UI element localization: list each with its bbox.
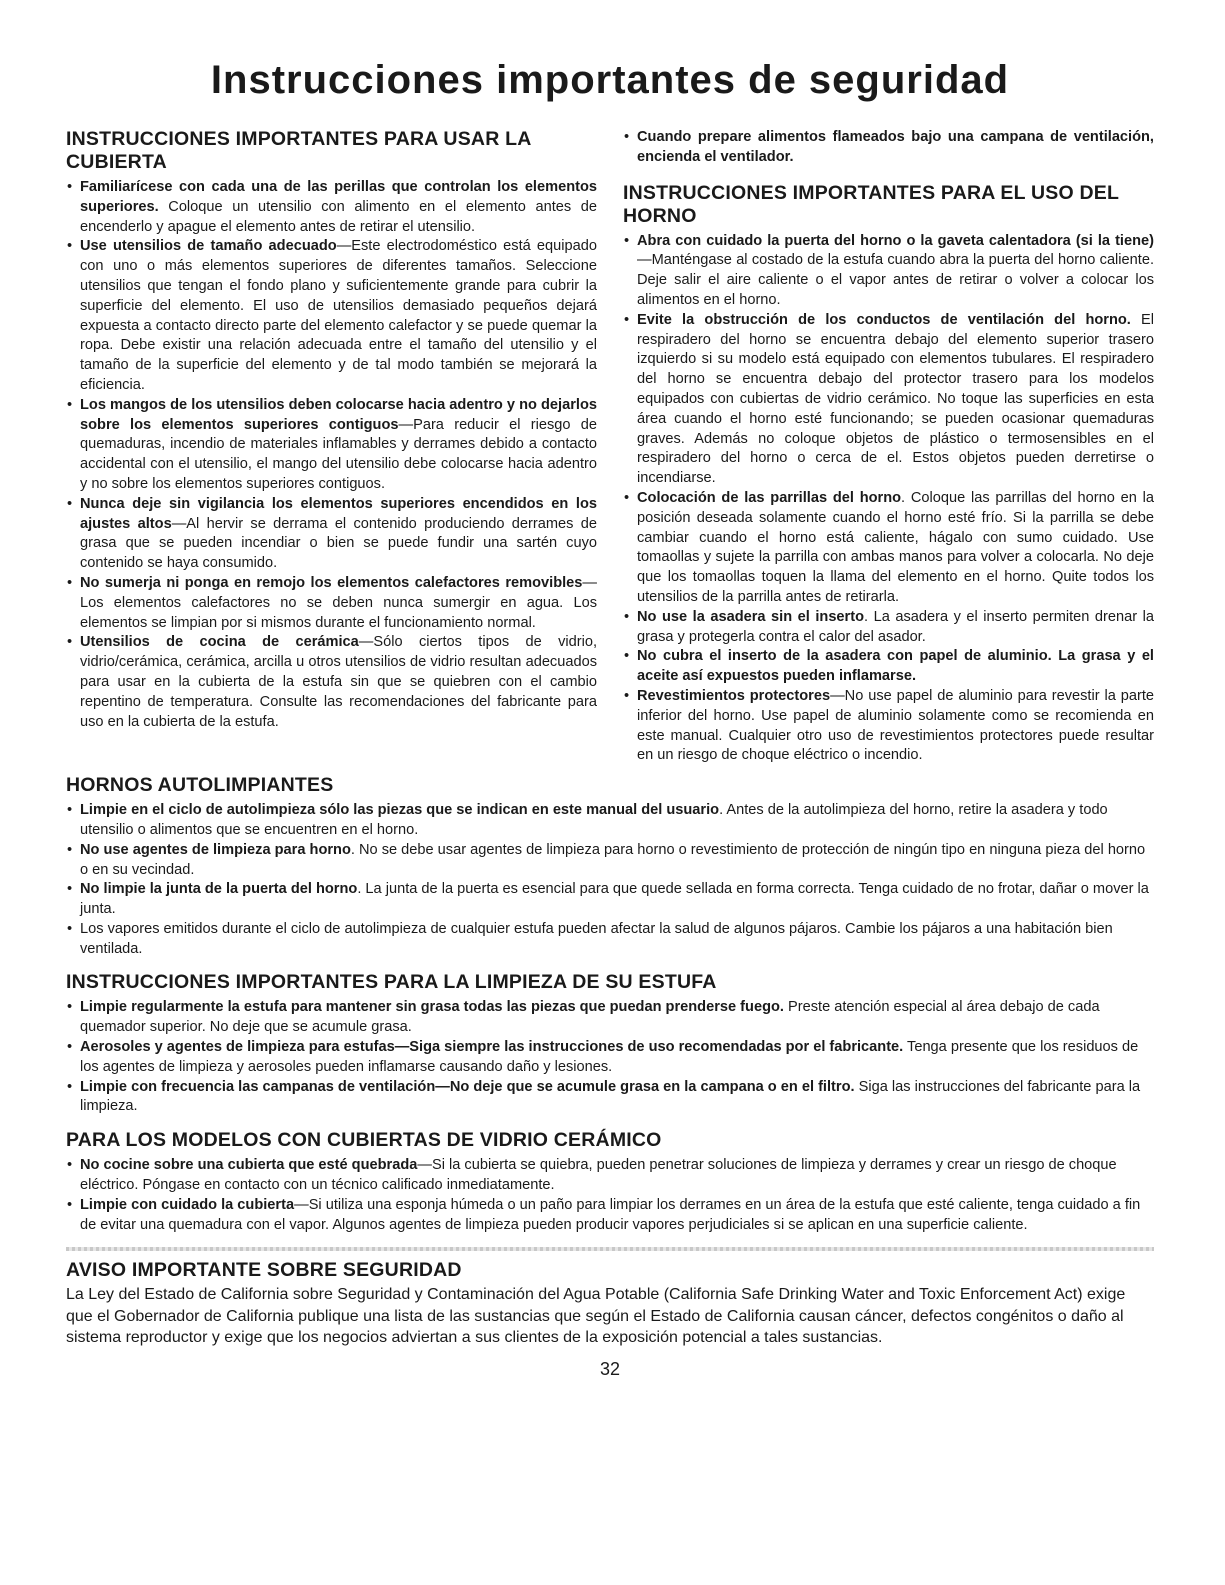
list-item-text: Tenga presente que los residuos de los agentes de limpieza y aerosoles pueden inflamarse causando daño y lesiones. [80, 1039, 1139, 1075]
list-item-bold: No sumerja ni ponga en remojo los elementos calefactores removibles [80, 574, 583, 591]
list-item [66, 396, 597, 495]
list-item [66, 178, 597, 237]
oven-heading: INSTRUCCIONES IMPORTANTES PARA EL USO DEL HORNO [623, 181, 1119, 227]
list-item-text: Coloque un utensilio con alimento en el elemento antes de encenderlo y apague el elemento antes de retirar el utensilio. [80, 198, 597, 235]
list-item-bold: Limpie en el ciclo de autolimpieza sólo las piezas que se indican en este manual del usuario [80, 802, 720, 819]
list-item-text: —Si utiliza una esponja húmeda o un paño para limpiar los derrames en un área de la estufa que esté caliente, tenga cuidado a fin de evitar una quemadura con el vapor. Algunos agentes de limpieza pueden producir vapores perjudiciales si se aplican en una superficie caliente. [80, 1196, 1141, 1233]
list-item [623, 489, 1154, 608]
list-item-text: —No use papel de aluminio para revestir la parte inferior del horno. Use papel de aluminio solamente como se recomienda en este manual. Cualquier otro uso de revestimientos protectores puede resultar en un riesgo de choque eléctrico o incendio. [637, 687, 1154, 764]
list-item-text: El respiradero del horno se encuentra debajo del elemento superior trasero izquierdo si su modelo está equipado con elementos tubulares. El respiradero del horno se encuentra debajo del protector trasero para los modelos equipados con cubiertas de vidrio cerámico. No toque las superficies en esta área cuando el horno esté funcionando; se pueden ocasionar quemaduras graves. Además no coloque objetos de plástico o termosensibles en el respiradero del horno o cerca de el. Estos objetos pueden derretirse o incendiarse. [637, 311, 1155, 487]
list-item-bold: Limpie con frecuencia las campanas de ventilación—No deje que se acumule grasa en la campana o en el filtro. [80, 1078, 855, 1095]
cooktop-heading: INSTRUCCIONES IMPORTANTES PARA USAR LA CUBIERTA [66, 128, 531, 173]
list-item-bold: Utensilios de cocina de cerámica [80, 634, 359, 651]
page-number: 32 [599, 1358, 621, 1379]
list-item-text: —Si la cubierta se quiebra, pueden penetrar soluciones de limpieza y derrames y crear un riesgo de choque eléctrico. Póngase en contacto con un técnico calificado inmediatamente. [80, 1157, 1117, 1194]
list-item-bold: No cubra el inserto de la asadera con papel de aluminio. La grasa y el aceite así expuestos pueden inflamarse. [637, 648, 1154, 685]
list-item-bold: Aerosoles y agentes de limpieza para estufas—Siga siempre las instrucciones de uso recomendadas por el fabricante. [80, 1039, 904, 1056]
glass-section [66, 1129, 1154, 1235]
two-column-section [66, 128, 1154, 766]
list-item [66, 1038, 1154, 1078]
list-item-text: . La junta de la puerta es esencial para que quede sellada en forma correcta. Tenga cuidado de no frotar, dañar o mover la junta. [80, 881, 1149, 918]
list-item-bold: Los mangos de los utensilios deben colocarse hacia adentro y no dejarlos sobre los elementos superiores contiguos [80, 396, 597, 433]
list-item-text: Preste atención especial al área debajo de cada quemador superior. No deje que se acumule grasa. [80, 999, 1100, 1036]
list-item-bold: Limpie regularmente la estufa para mantener sin grasa todas las piezas que puedan prenderse fuego. [80, 999, 784, 1016]
list-item-bold: Familiarícese con cada una de las perillas que controlan los elementos superiores. [80, 179, 597, 215]
list-item-text: Los vapores emitidos durante el ciclo de autolimpieza de cualquier estufa pueden afectar la salud de algunos pájaros. Cambie los pájaros a una habitación bien ventilada. [80, 920, 1113, 957]
list-item-text: . No se debe usar agentes de limpieza para horno o revestimiento de protección de ningún tipo en ninguna pieza del horno o en su vecindad. [80, 841, 1146, 878]
list-item [66, 998, 1154, 1038]
list-item-bold: No limpie la junta de la puerta del horno [80, 881, 358, 898]
list-item [66, 574, 597, 633]
list-item [66, 495, 597, 574]
list-item [623, 608, 1154, 648]
self-clean-section [66, 774, 1154, 959]
cleaning-section [66, 971, 1154, 1117]
list-item [66, 841, 1154, 881]
list-item-bold: Colocación de las parrillas del horno [637, 489, 902, 506]
list-item-bold: Use utensilios de tamaño adecuado [80, 238, 337, 255]
page-title: Instrucciones importantes de seguridad [210, 58, 1010, 102]
list-item-text: —Para reducir el riesgo de quemaduras, incendio de materiales inflamables y derrames debido a contacto accidental con el utensilio, el mango del utensilio debe colocarse hacia adentro y no sobre los elementos superiores contiguos. [80, 416, 597, 492]
list-item-bold: No cocine sobre una cubierta que esté quebrada [80, 1157, 418, 1174]
list-item [623, 647, 1154, 687]
list-item-bold: No use agentes de limpieza para horno [80, 841, 351, 858]
list-item-bold: Cuando prepare alimentos flameados bajo una campana de ventilación, encienda el ventilador. [637, 129, 1154, 165]
glass-heading: PARA LOS MODELOS CON CUBIERTAS DE VIDRIO CERÁMICO [66, 1129, 662, 1152]
list-item-text: Siga las instrucciones del fabricante para la limpieza. [80, 1078, 1141, 1115]
list-item-text: —Los elementos calefactores no se deben nunca sumergir en agua. Los elementos se limpian por si mismos durante el funcionamiento normal. [80, 574, 597, 631]
list-item [623, 128, 1154, 168]
right-column [623, 128, 1154, 766]
list-item-text: . La asadera y el inserto permiten drenar la grasa y protegerla contra el calor del asador. [637, 608, 1154, 645]
list-item-bold: Evite la obstrucción de los conductos de ventilación del horno. [637, 311, 1131, 328]
notice-section [66, 1259, 1154, 1349]
oven-list [623, 232, 1154, 767]
list-item-bold: Revestimientos protectores [637, 687, 831, 704]
list-item-bold: Abra con cuidado la puerta del horno o la gaveta calentadora (si la tiene) [637, 232, 1154, 249]
list-item [66, 1196, 1154, 1236]
list-item [66, 1156, 1154, 1196]
list-item-text: —Manténgase al costado de la estufa cuando abra la puerta del horno caliente. Deje salir el aire caliente o el vapor antes de retirar o volver a colocar los alimentos en el horno. [637, 252, 1154, 308]
list-item [66, 633, 597, 732]
list-item [66, 801, 1154, 841]
list-item-text: —Sólo ciertos tipos de vidrio, vidrio/cerámica, cerámica, arcilla u otros utensilios de vidrio resultan adecuados para usar en la cubierta de la estufa sin que se quiebren con el cambio repentino de temperatura. Consulte las recomendaciones del fabricante para uso en la cubierta de la estufa. [80, 634, 597, 730]
list-item [66, 1078, 1154, 1118]
list-item-bold: Nunca deje sin vigilancia los elementos superiores encendidos en los ajustes altos [80, 495, 597, 532]
list-item-text: . Coloque las parrillas del horno en la posición deseada solamente cuando el horno esté frío. Si la parrilla se debe cambiar cuando el horno está caliente, hágalo con sumo cuidado. Use tomaollas y sujete la parrilla con ambas manos para volver a colocarla. No deje que los tomaollas toquen la llama del elemento en el horno. Quite todos los utensilios de la parrilla antes de retirarla. [637, 489, 1154, 605]
notice-body: La Ley del Estado de California sobre Seguridad y Contaminación del Agua Potable (California Safe Drinking Water and Toxic Enforcement Act) exige que el Gobernador de California publique una lista de las sustancias que según el Estado de California causan cáncer, defectos congénitos o daño al sistema reproductor y exige que los negocios adviertan a sus clientes de la exposición potencial a tales sustancias. [66, 1286, 1126, 1347]
list-item [66, 920, 1154, 960]
section-divider [66, 1247, 1154, 1251]
cleaning-heading: INSTRUCCIONES IMPORTANTES PARA LA LIMPIEZA DE SU ESTUFA [66, 971, 717, 994]
list-item-text: . Antes de la autolimpieza del horno, retire la asadera y todo utensilio o alimentos que se encuentren en el horno. [80, 802, 1108, 838]
glass-list [66, 1156, 1154, 1235]
list-item [623, 232, 1154, 311]
list-item-text: —Este electrodoméstico está equipado con uno o más elementos superiores de diferentes tamaños. Seleccione utensilios que tengan el fondo plano y suficientemente grande para cubrir la superficie del elemento. El uso de utensilios demasiado pequeños dejará expuesta a contacto directo parte del elemento calefactor y se puede quemar la ropa. Debe existir una relación adecuada entre el tamaño del utensilio y el tamaño de la superficie del elemento y de tal modo también se mejorará la eficiencia. [80, 238, 597, 393]
left-column [66, 128, 597, 766]
list-item-bold: No use la asadera sin el inserto [637, 608, 864, 625]
list-item-text: —Al hervir se derrama el contenido produciendo derrames de grasa que se pueden incendiar o bien se puede fundir una sartén cuyo contenido se haya consumido. [80, 515, 597, 572]
list-item [66, 880, 1154, 920]
flambe-list [623, 128, 1154, 168]
cleaning-list [66, 998, 1154, 1117]
self-clean-heading: HORNOS AUTOLIMPIANTES [66, 774, 334, 797]
self-clean-list [66, 801, 1154, 959]
notice-heading: AVISO IMPORTANTE SOBRE SEGURIDAD [66, 1259, 462, 1282]
manual-page [66, 58, 1154, 1380]
list-item [623, 687, 1154, 766]
list-item [66, 237, 597, 395]
list-item [623, 311, 1154, 489]
list-item-bold: Limpie con cuidado la cubierta [80, 1196, 295, 1213]
cooktop-list [66, 178, 597, 732]
